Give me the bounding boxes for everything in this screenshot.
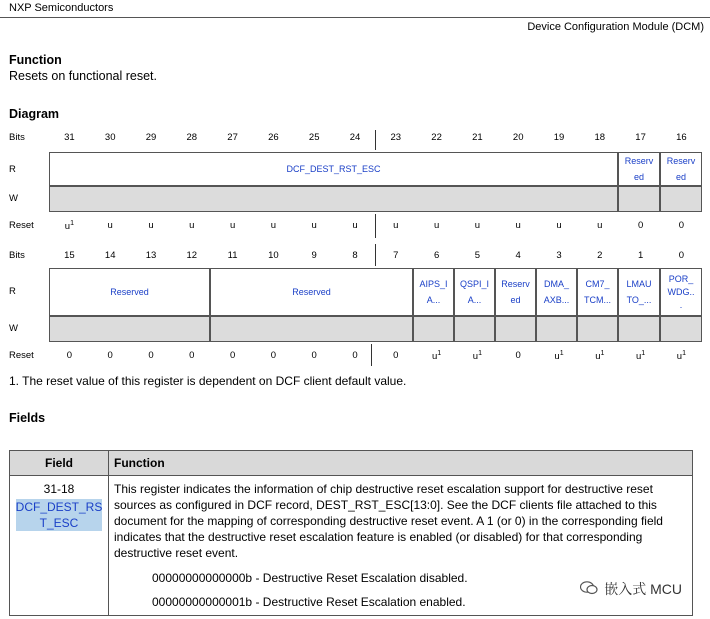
- bit-number-value: 6: [433, 250, 440, 261]
- reset-value-value: u: [554, 351, 560, 363]
- company-name: NXP Semiconductors: [9, 2, 114, 14]
- bit-number-value: 10: [268, 250, 279, 261]
- reset-value-value: 0: [107, 350, 113, 361]
- bit-number-value: 19: [553, 132, 565, 143]
- reset-value: [171, 220, 212, 231]
- reset-label: Reset: [9, 220, 34, 231]
- reset-value-value: u: [189, 220, 195, 231]
- bit-number-value: 4: [515, 250, 521, 261]
- footnote-ref: 1: [682, 350, 686, 357]
- reset-value-value: 0: [393, 350, 399, 361]
- field-aips-ia: AIPS_I A...: [413, 268, 454, 316]
- reset-value: [457, 220, 498, 231]
- bit-number-value: 31: [64, 132, 75, 143]
- reset-value-value: u: [393, 220, 399, 231]
- reset-value-value: u: [270, 220, 277, 231]
- bit-number: [661, 250, 702, 261]
- reset-value: [661, 350, 702, 362]
- bit-number: [131, 132, 172, 143]
- bit-number: [212, 250, 253, 261]
- reset-value-value: 0: [311, 350, 317, 361]
- bit-number-value: 0: [678, 250, 685, 261]
- bit-number-value: 18: [594, 132, 606, 143]
- bit-number: [171, 250, 212, 261]
- reset-value: [90, 350, 131, 361]
- bit-number: [171, 132, 212, 143]
- bit-number-value: 13: [145, 250, 157, 261]
- col-field: Field: [10, 451, 109, 476]
- read-row: [9, 268, 704, 316]
- field-reserved-17: Reserv ed: [618, 152, 660, 186]
- reset-value: [579, 220, 620, 231]
- diagram-title: Diagram: [9, 107, 60, 121]
- write-cell: [49, 316, 210, 342]
- reset-value: [253, 350, 294, 361]
- bit-number: [335, 250, 376, 261]
- r-label: R: [9, 286, 16, 297]
- reset-value-value: u: [64, 221, 71, 233]
- bit-number: [539, 132, 580, 143]
- bit-number: [375, 250, 416, 261]
- reset-value: [171, 350, 212, 361]
- watermark: [580, 579, 682, 599]
- bit-number: [131, 250, 172, 261]
- reset-value-value: u: [595, 351, 601, 363]
- bit-number-value: 30: [104, 132, 116, 143]
- reset-row: [9, 216, 704, 236]
- function-text: Resets on functional reset.: [9, 69, 157, 83]
- field-name: DCF_DEST_RS T_ESC: [15, 500, 103, 530]
- reset-value-value: 0: [678, 220, 685, 231]
- field-cell: [10, 476, 109, 616]
- bit-number: [457, 132, 498, 143]
- footnote-ref: 1: [70, 220, 74, 227]
- write-cell: [495, 316, 536, 342]
- bit-number: [579, 132, 620, 143]
- field-por-wdg: POR_ WDG.. .: [660, 268, 702, 316]
- reset-value-value: u: [676, 351, 683, 363]
- bit-number-value: 11: [227, 250, 238, 261]
- byte-divider: [375, 214, 376, 238]
- write-cell: [536, 316, 577, 342]
- reset-value: [416, 220, 457, 231]
- field-description: This register indicates the information of chip destructive reset escalation support for destructive reset sources as configured in DCF record, DEST_RST_ESC[13:0]. See the DCF clients file attached to this document for the mapping of corresponding destructive reset event. A 1 (or 0) in the corresponding field indicates that the destructive reset escalation feature is enabled (or disabled) for that corresponding destructive reset event.: [114, 482, 663, 560]
- bit-number: [498, 132, 539, 143]
- bit-number: [90, 132, 131, 143]
- reset-value: [131, 350, 172, 361]
- reset-value-value: u: [148, 220, 154, 231]
- reset-value: [457, 350, 498, 362]
- bit-number-value: 14: [104, 250, 116, 261]
- write-cell: [413, 316, 454, 342]
- field-reserved-16: Reserv ed: [660, 152, 702, 186]
- bit-number-value: 16: [676, 132, 687, 143]
- reset-label: Reset: [9, 350, 34, 361]
- reset-value: [253, 220, 294, 231]
- reset-value: [90, 220, 131, 231]
- reset-value-value: u: [107, 220, 113, 231]
- write-cell: [660, 316, 702, 342]
- byte-divider: [375, 130, 376, 150]
- reset-value: [498, 350, 539, 361]
- reset-value: [416, 350, 457, 362]
- bit-number-value: 25: [308, 132, 320, 143]
- reset-value: [539, 220, 580, 231]
- bit-number: [579, 250, 620, 261]
- reset-value-value: 0: [352, 350, 358, 361]
- byte-divider: [375, 244, 376, 266]
- bit-number: [212, 132, 253, 143]
- field-lmauto: LMAU TO_...: [618, 268, 660, 316]
- enum-value: 00000000000000b - Destructive Reset Escalation disabled.: [152, 571, 468, 585]
- reset-value: [620, 350, 661, 362]
- wechat-icon: [580, 581, 598, 598]
- reset-value-value: u: [635, 351, 642, 363]
- bit-number-value: 29: [145, 132, 157, 143]
- r-label: R: [9, 164, 16, 175]
- write-row: [9, 186, 704, 212]
- write-cell: [618, 186, 660, 212]
- reset-value-value: 0: [637, 220, 644, 231]
- bit-number: [294, 250, 335, 261]
- bit-number: [661, 132, 702, 143]
- reset-value: [212, 350, 253, 361]
- reset-value-value: u: [556, 220, 562, 231]
- field-reserved-15-12: Reserved: [49, 268, 210, 316]
- write-cell: [49, 186, 618, 212]
- footnote-ref: 1: [437, 350, 442, 357]
- bit-number-value: 21: [472, 132, 483, 143]
- field-dcf-dest-rst-esc: DCF_DEST_RST_ESC: [49, 152, 618, 186]
- reset-value-value: u: [352, 220, 358, 231]
- watermark-text: 嵌入式 MCU: [604, 581, 682, 597]
- enum-value: 00000000000001b - Destructive Reset Escalation enabled.: [152, 595, 466, 609]
- footnote: 1. The reset value of this register is dependent on DCF client default value.: [9, 374, 407, 388]
- footnote-ref: 1: [641, 350, 646, 357]
- bit-number: [539, 250, 580, 261]
- reset-value: [579, 350, 620, 362]
- field-qspi-ia: QSPI_I A...: [454, 268, 495, 316]
- field-reserved-11-7: Reserved: [210, 268, 413, 316]
- reset-value: [539, 350, 580, 362]
- bit-number-value: 28: [186, 132, 198, 143]
- field-cm7-tcm: CM7_ TCM...: [577, 268, 618, 316]
- reset-value-value: u: [431, 351, 438, 363]
- bit-number-value: 9: [311, 250, 317, 261]
- reset-value: [375, 350, 416, 361]
- reset-value: [294, 350, 335, 361]
- reset-value-value: 0: [148, 350, 154, 361]
- reset-value-value: u: [311, 220, 317, 231]
- bit-number: [498, 250, 539, 261]
- bit-number-value: 12: [186, 250, 198, 261]
- field-dma-axb: DMA_ AXB...: [536, 268, 577, 316]
- footnote-ref: 1: [478, 350, 482, 357]
- write-row: [9, 316, 704, 342]
- bit-number: [49, 250, 90, 261]
- col-function: Function: [109, 451, 693, 476]
- bit-number: [457, 250, 498, 261]
- reset-value-value: u: [433, 220, 440, 231]
- bit-number-value: 1: [637, 250, 644, 261]
- bit-number: [620, 132, 661, 143]
- reset-value: [212, 220, 253, 231]
- bit-number-value: 5: [474, 250, 481, 261]
- bit-number: [90, 250, 131, 261]
- bit-number: [375, 132, 416, 143]
- reset-value-value: 0: [189, 350, 195, 361]
- write-cell: [454, 316, 495, 342]
- field-reserved-4: Reserv ed: [495, 268, 536, 316]
- bit-number-value: 24: [349, 132, 361, 143]
- bit-number: [620, 250, 661, 261]
- write-cell: [210, 316, 413, 342]
- footnote-ref: 1: [600, 350, 605, 357]
- bit-number-value: 26: [268, 132, 279, 143]
- reset-value: [294, 220, 335, 231]
- function-title: Function: [9, 53, 62, 67]
- reset-value-value: 0: [515, 350, 521, 361]
- write-cell: [577, 316, 618, 342]
- w-label: W: [9, 323, 18, 334]
- reset-value: [498, 220, 539, 231]
- reset-value: [131, 220, 172, 231]
- bit-number-value: 22: [431, 132, 442, 143]
- bit-number-value: 27: [227, 132, 238, 143]
- bit-number: [416, 132, 457, 143]
- bit-number-value: 2: [597, 250, 603, 261]
- write-cell: [618, 316, 660, 342]
- bit-number-value: 20: [512, 132, 524, 143]
- write-cell: [660, 186, 702, 212]
- bits-row: [9, 246, 704, 266]
- module-title: Device Configuration Module (DCM): [527, 21, 704, 33]
- bit-number: [335, 132, 376, 143]
- bits-label: Bits: [9, 132, 25, 143]
- reset-value: [49, 220, 90, 232]
- byte-divider: [371, 344, 372, 366]
- read-row: [9, 152, 704, 186]
- reset-value-value: u: [472, 351, 479, 363]
- bit-number-value: 15: [64, 250, 75, 261]
- reset-value: [661, 220, 702, 231]
- bit-number-value: 17: [635, 132, 646, 143]
- reset-value-value: 0: [66, 350, 73, 361]
- reset-value-value: u: [597, 220, 603, 231]
- reset-value: [375, 220, 416, 231]
- reset-value: [620, 220, 661, 231]
- bit-number: [294, 132, 335, 143]
- bit-number-value: 23: [390, 132, 402, 143]
- reset-value: [49, 350, 90, 361]
- reset-value-value: 0: [270, 350, 277, 361]
- bit-number: [253, 250, 294, 261]
- bit-number-value: 7: [393, 250, 399, 261]
- bits-label: Bits: [9, 250, 25, 261]
- bit-number: [49, 132, 90, 143]
- footnote-ref: 1: [559, 350, 564, 357]
- bit-number: [416, 250, 457, 261]
- header-rule: [0, 17, 710, 18]
- reset-value-value: 0: [229, 350, 236, 361]
- w-label: W: [9, 193, 18, 204]
- reset-value-value: u: [229, 220, 236, 231]
- field-bits: 31-18: [43, 482, 75, 496]
- reset-row: [9, 346, 704, 366]
- bit-number: [253, 132, 294, 143]
- bits-row: [9, 128, 704, 148]
- bit-number-value: 3: [556, 250, 562, 261]
- bit-number-value: 8: [352, 250, 358, 261]
- reset-value: [335, 220, 376, 231]
- reset-value-value: u: [474, 220, 481, 231]
- reset-value-value: u: [515, 220, 521, 231]
- fields-title: Fields: [9, 411, 46, 425]
- reset-value: [335, 350, 376, 361]
